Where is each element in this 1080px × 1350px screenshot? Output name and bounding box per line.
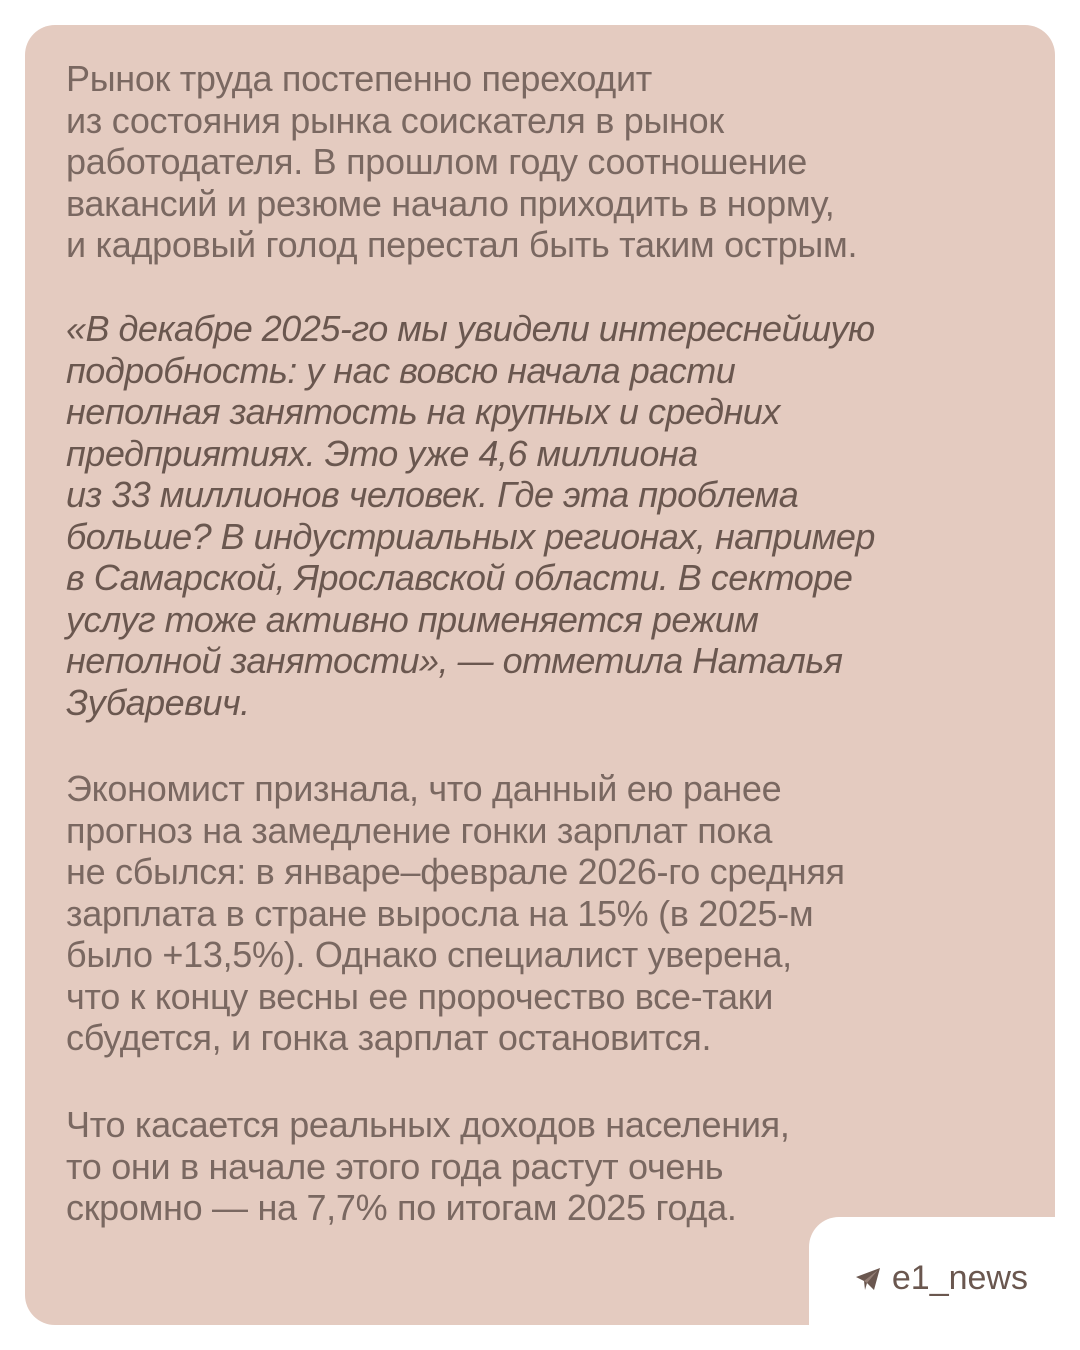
channel-handle[interactable] [854,1259,1028,1298]
paragraph-incomes: Что касается реальных доходов населения, то они в начале этого года растут очень скромно — на 7,7% по итогам 2025 года. [66,1104,790,1228]
paragraph-intro: Рынок труда постепенно переходит из состояния рынка соискателя в рынок работодателя. В прошлом году соотношение вакансий и резюме начало приходить в норму, и кадровый голод перестал быть таким острым. [66,58,858,265]
paragraph-quote: «В декабре 2025-го мы увидели интереснейшую подробность: у нас вовсю начала расти неполная занятость на крупных и средних предприятиях. Это уже 4,6 миллиона из 33 миллионов человек. Где эта проблема больше? В индустриальных регионах, например в Самарской, Ярославской области. В секторе услуг тоже активно применяется режим неполной занятости», — отметила Наталья Зубаревич. [66,308,875,723]
telegram-plane-icon [854,1266,882,1292]
paragraph-forecast: Экономист признала, что данный ею ранее прогноз на замедление гонки зарплат пока не сбылся: в январе–феврале 2026-го средняя зарплата в стране выросла на 15% (в 2025-м было +13,5%). Однако специалист уверена, что к концу весны ее пророчество все-таки сбудется, и гонка зарплат остановится. [66,768,845,1058]
channel-handle-label: e1_news [891,1259,1028,1297]
